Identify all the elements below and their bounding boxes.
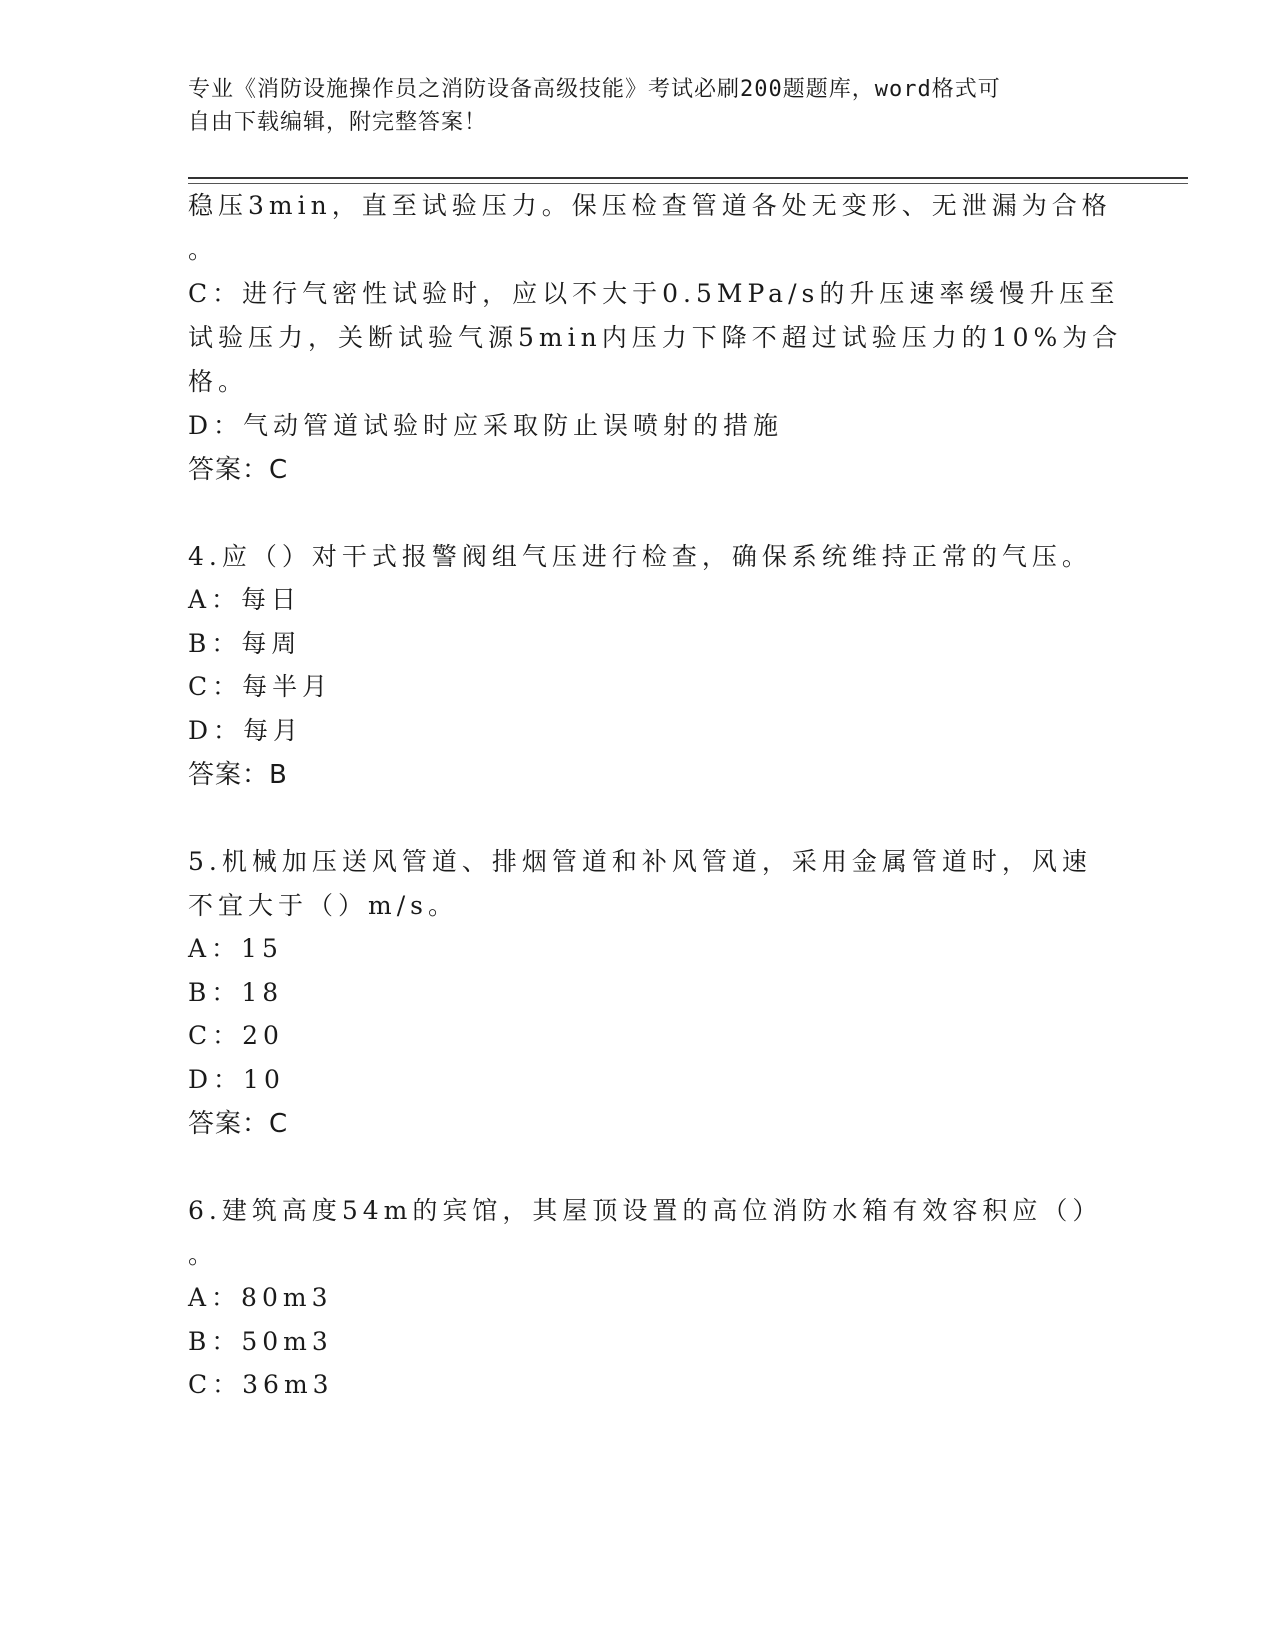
q4-option-b: B：每周: [188, 629, 302, 658]
prev-question-text-line-1: 稳压3min，直至试验压力。保压检查管道各处无变形、无泄漏为合格: [188, 191, 1112, 220]
prev-question-text-line-2: 。: [188, 235, 219, 264]
q5-option-d: D：10: [188, 1065, 285, 1094]
header-divider-thick: [188, 177, 1188, 179]
q6-option-c: C：36m3: [188, 1370, 334, 1399]
prev-question-option-c-line-3: 格。: [188, 367, 249, 396]
q5-answer: 答案：C: [188, 1109, 289, 1139]
q4-answer: 答案：B: [188, 760, 288, 790]
q4-option-a: A：每日: [188, 585, 302, 614]
header-line-2: 自由下载编辑，附完整答案！: [188, 110, 488, 135]
prev-question-answer: 答案：C: [188, 455, 289, 485]
q5-option-b: B：18: [188, 978, 284, 1007]
q5-option-c: C：20: [188, 1021, 284, 1050]
q6-option-a: A：80m3: [188, 1283, 333, 1312]
page-header: [188, 73, 1068, 139]
q5-option-a: A：15: [188, 934, 283, 963]
header-divider-thin: [188, 183, 1188, 184]
prev-question-option-c-line-1: C：进行气密性试验时，应以不大于0.5MPa/s的升压速率缓慢升压至: [188, 279, 1120, 308]
q4-stem: 4.应（）对干式报警阀组气压进行检查，确保系统维持正常的气压。: [188, 542, 1092, 571]
prev-question-option-d: D：气动管道试验时应采取防止误喷射的措施: [188, 411, 784, 440]
q6-stem-line-2: 。: [188, 1240, 219, 1269]
q4-option-d: D：每月: [188, 716, 304, 745]
header-line-1: 专业《消防设施操作员之消防设备高级技能》考试必刷200题题库，word格式可: [188, 77, 1001, 102]
q6-stem-line-1: 6.建筑高度54m的宾馆，其屋顶设置的高位消防水箱有效容积应（）: [188, 1196, 1103, 1225]
prev-question-option-c-line-2: 试验压力，关断试验气源5min内压力下降不超过试验压力的10%为合: [188, 323, 1123, 352]
q4-option-c: C：每半月: [188, 672, 333, 701]
q5-stem-line-1: 5.机械加压送风管道、排烟管道和补风管道，采用金属管道时，风速: [188, 847, 1092, 876]
q5-stem-line-2: 不宜大于（）m/s。: [188, 891, 458, 920]
q6-option-b: B：50m3: [188, 1327, 333, 1356]
